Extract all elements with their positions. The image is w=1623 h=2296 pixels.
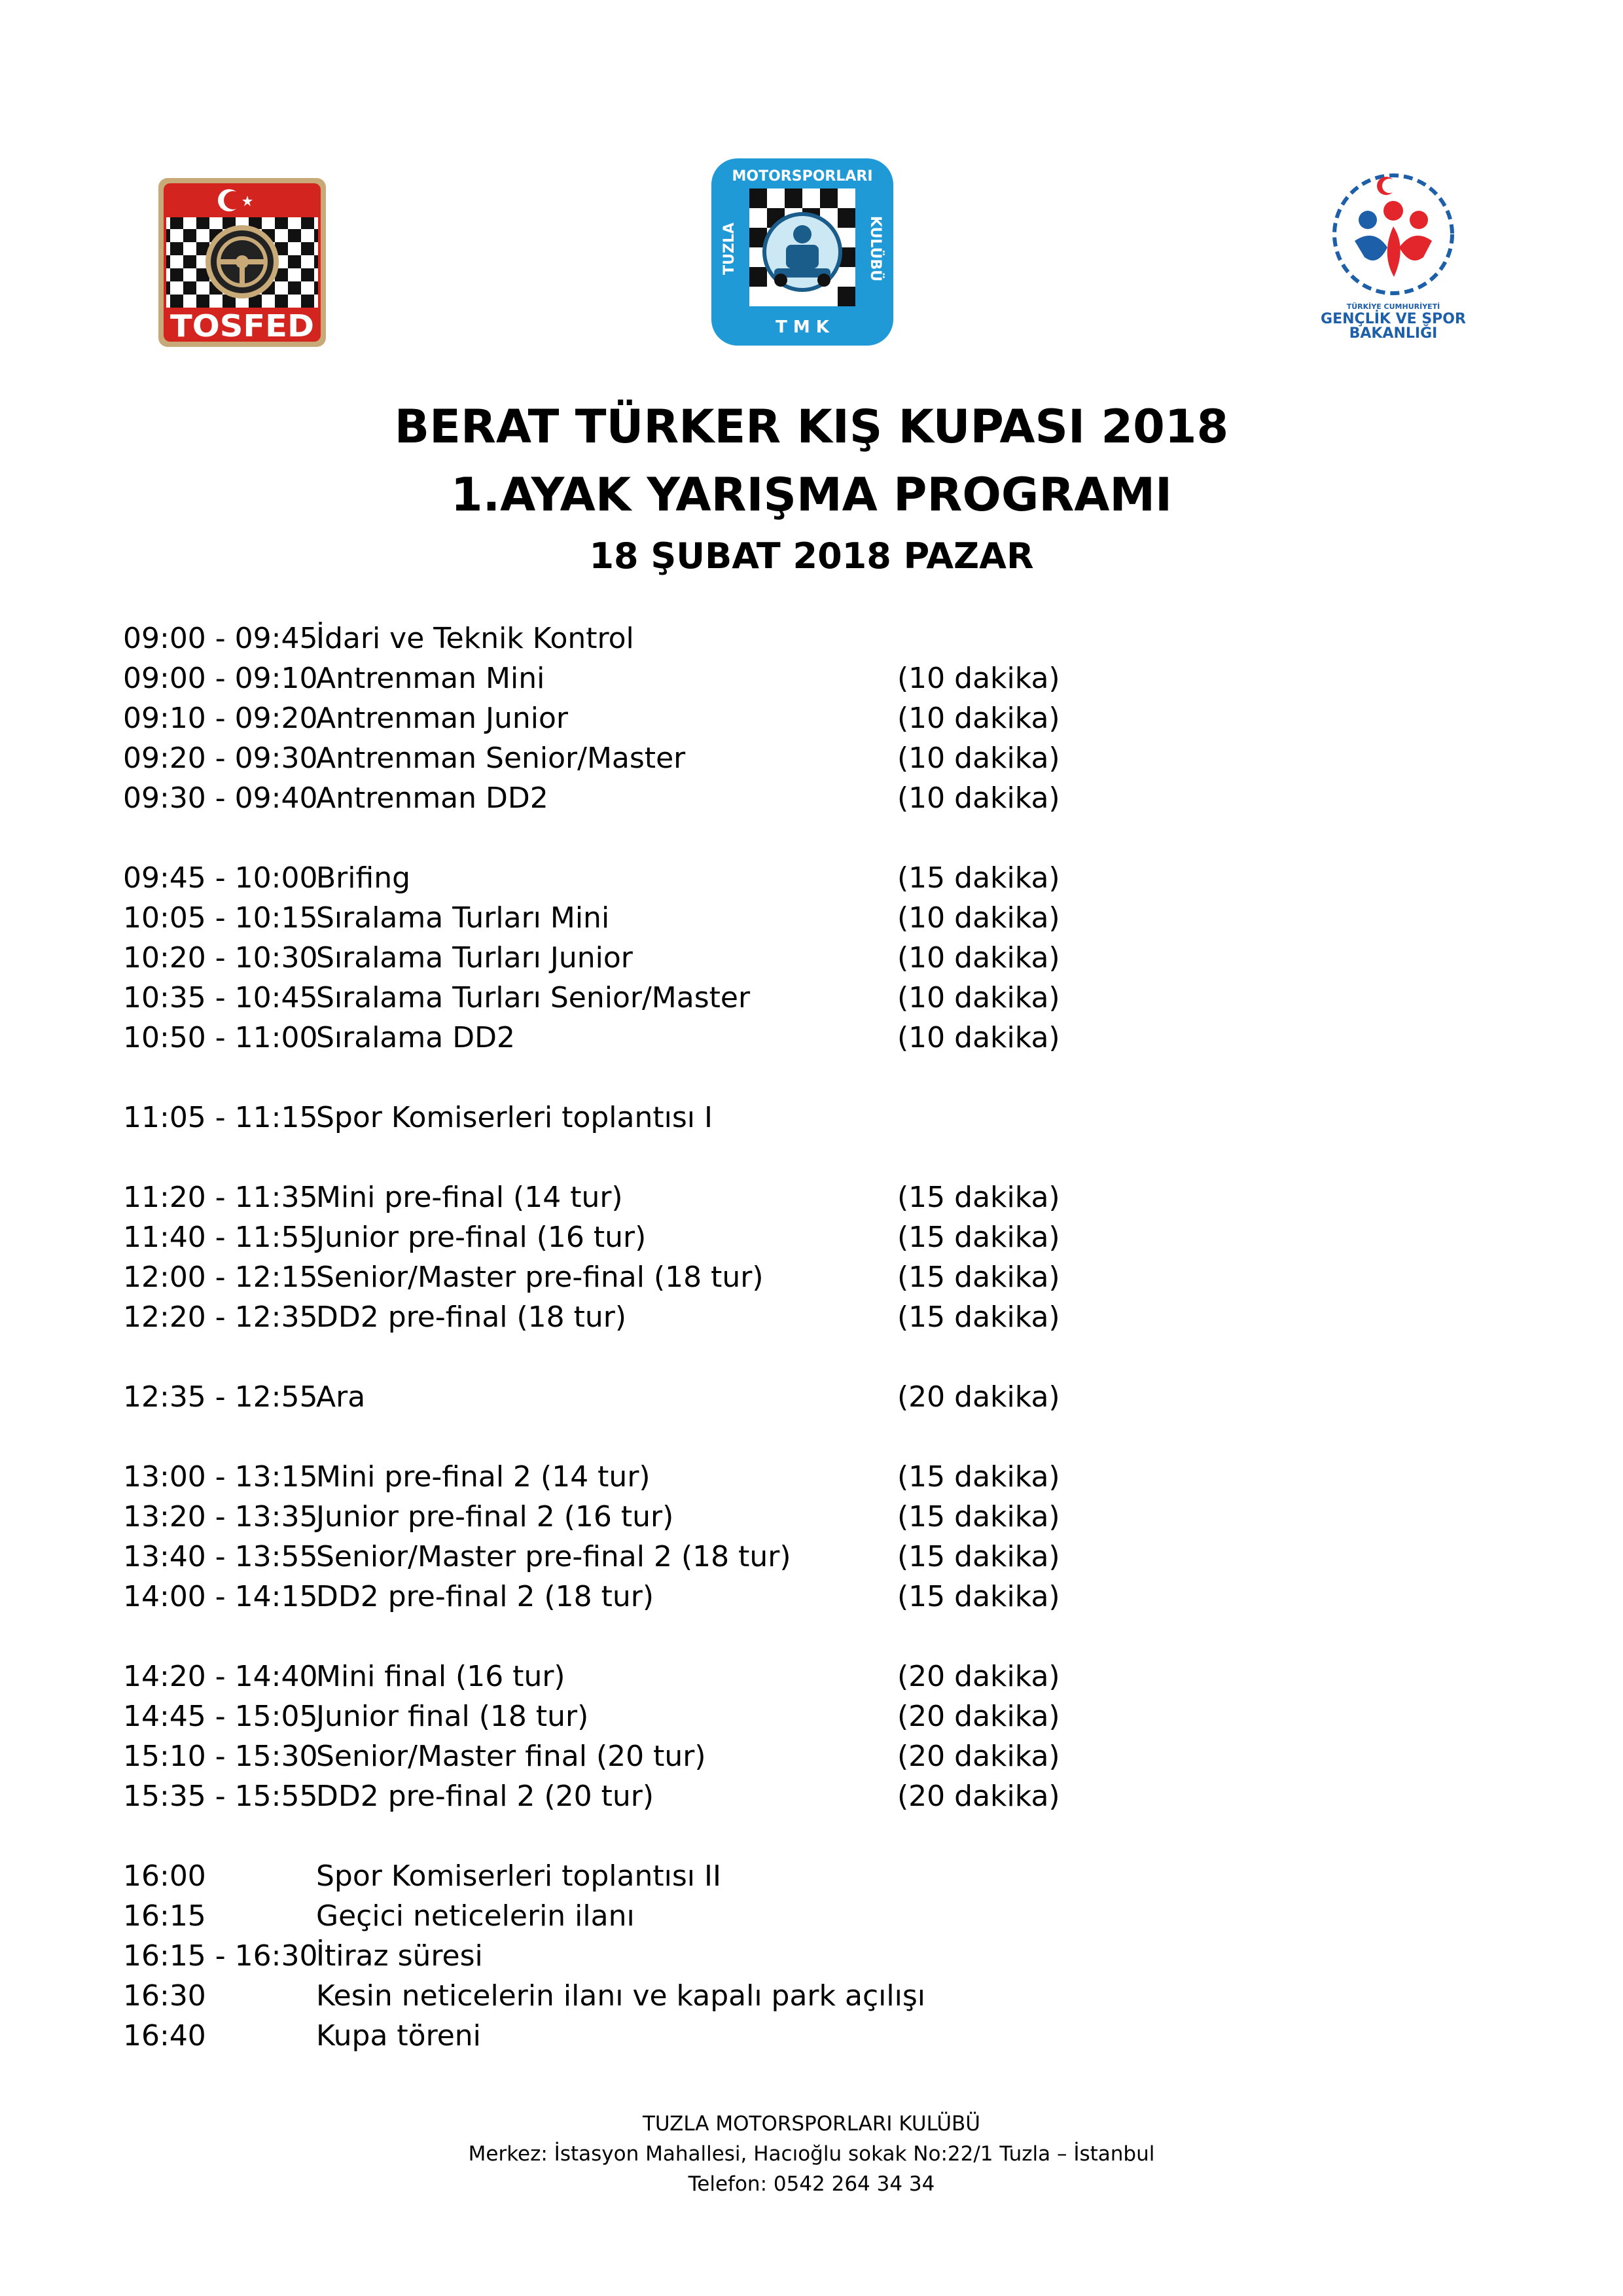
schedule-row	[123, 1657, 1236, 1696]
schedule-event: Antrenman Junior	[316, 702, 568, 735]
schedule-duration: (15 dakika)	[897, 1261, 1060, 1294]
schedule-time: 09:10 - 09:20	[123, 702, 318, 735]
schedule-time: 09:00 - 09:45	[123, 622, 318, 655]
page-title: BERAT TÜRKER KIŞ KUPASI 2018	[394, 400, 1229, 454]
schedule-duration: (10 dakika)	[897, 901, 1060, 935]
schedule-time: 11:40 - 11:55	[123, 1221, 318, 1254]
tosfed-logo	[157, 177, 327, 348]
gsb-logo-line1: TÜRKİYE CUMHURİYETİ	[1346, 302, 1440, 311]
schedule-event: İdari ve Teknik Kontrol	[316, 622, 634, 655]
schedule-event: Sıralama Turları Mini	[316, 901, 610, 935]
schedule-event: DD2 pre-final 2 (20 tur)	[316, 1780, 654, 1813]
schedule-event: Junior final (18 tur)	[316, 1700, 589, 1733]
schedule-group	[123, 1657, 1236, 1816]
tmk-logo-bottom-text: T M K	[776, 317, 829, 337]
schedule-event: Mini pre-final 2 (14 tur)	[316, 1460, 651, 1494]
schedule-group	[123, 619, 1236, 818]
schedule-row	[123, 2016, 1236, 2056]
schedule-event: Junior pre-final 2 (16 tur)	[316, 1500, 674, 1534]
schedule-row	[123, 938, 1236, 978]
schedule-event: Sıralama Turları Junior	[316, 941, 633, 975]
schedule-event: Antrenman Senior/Master	[316, 742, 686, 775]
schedule-time: 13:00 - 13:15	[123, 1460, 318, 1494]
tosfed-logo-text: TOSFED	[170, 308, 314, 344]
gsb-logo-line3: BAKANLIĞI	[1349, 325, 1438, 340]
tmk-logo-left-text: TUZLA	[721, 223, 738, 275]
schedule-row	[123, 1696, 1236, 1736]
schedule-duration: (15 dakika)	[897, 1460, 1060, 1494]
schedule-row	[123, 1377, 1236, 1417]
schedule-time: 14:00 - 14:15	[123, 1580, 318, 1613]
schedule-time: 16:00	[123, 1859, 206, 1893]
schedule-row	[123, 1217, 1236, 1257]
schedule-duration: (10 dakika)	[897, 781, 1060, 815]
schedule-event: Senior/Master pre-final 2 (18 tur)	[316, 1540, 791, 1573]
schedule-event: Senior/Master pre-final (18 tur)	[316, 1261, 764, 1294]
schedule-time: 11:20 - 11:35	[123, 1181, 318, 1214]
schedule-time: 12:20 - 12:35	[123, 1300, 318, 1334]
schedule-duration: (15 dakika)	[897, 1300, 1060, 1334]
schedule-time: 14:20 - 14:40	[123, 1660, 318, 1693]
schedule-time: 10:05 - 10:15	[123, 901, 318, 935]
schedule-duration: (20 dakika)	[897, 1780, 1060, 1813]
footer-address: Merkez: İstasyon Mahallesi, Hacıoğlu sokak No:22/1 Tuzla – İstanbul	[468, 2142, 1155, 2166]
footer-phone: Telefon: 0542 264 34 34	[688, 2172, 935, 2196]
schedule-event: DD2 pre-final (18 tur)	[316, 1300, 627, 1334]
schedule-row	[123, 1776, 1236, 1816]
schedule-time: 10:50 - 11:00	[123, 1021, 318, 1054]
schedule-duration: (10 dakika)	[897, 702, 1060, 735]
schedule-time: 15:35 - 15:55	[123, 1780, 318, 1813]
schedule-row	[123, 1896, 1236, 1936]
schedule-time: 12:35 - 12:55	[123, 1380, 318, 1414]
schedule-group	[123, 858, 1236, 1058]
schedule-duration: (20 dakika)	[897, 1740, 1060, 1773]
schedule-event: Spor Komiserleri toplantısı II	[316, 1859, 721, 1893]
schedule-event: Sıralama DD2	[316, 1021, 515, 1054]
schedule-event: DD2 pre-final 2 (18 tur)	[316, 1580, 654, 1613]
schedule-row	[123, 1098, 1236, 1138]
schedule-group	[123, 1856, 1236, 2056]
schedule-row	[123, 898, 1236, 938]
schedule-time: 12:00 - 12:15	[123, 1261, 318, 1294]
schedule-time: 14:45 - 15:05	[123, 1700, 318, 1733]
schedule-duration: (20 dakika)	[897, 1660, 1060, 1693]
schedule-duration: (10 dakika)	[897, 742, 1060, 775]
schedule-time: 09:30 - 09:40	[123, 781, 318, 815]
schedule-group	[123, 1377, 1236, 1417]
schedule-event: Spor Komiserleri toplantısı I	[316, 1101, 713, 1134]
schedule-duration: (15 dakika)	[897, 1221, 1060, 1254]
schedule-event: Antrenman Mini	[316, 662, 545, 695]
event-date: 18 ŞUBAT 2018 PAZAR	[589, 535, 1034, 577]
schedule-row	[123, 1257, 1236, 1297]
schedule-time: 16:30	[123, 1979, 206, 2013]
document-footer	[0, 2109, 1623, 2199]
schedule-row	[123, 698, 1236, 738]
schedule-row	[123, 1936, 1236, 1976]
schedule-row	[123, 1497, 1236, 1537]
schedule-row	[123, 978, 1236, 1018]
schedule-event: Antrenman DD2	[316, 781, 548, 815]
schedule-duration: (20 dakika)	[897, 1380, 1060, 1414]
gsb-logo-line2: GENÇLİK VE SPOR	[1321, 311, 1466, 327]
schedule-event: Sıralama Turları Senior/Master	[316, 981, 751, 1014]
schedule-row	[123, 1856, 1236, 1896]
schedule-row	[123, 1736, 1236, 1776]
schedule-duration: (15 dakika)	[897, 861, 1060, 895]
schedule-row	[123, 1297, 1236, 1337]
schedule-time: 10:20 - 10:30	[123, 941, 318, 975]
schedule-time: 16:40	[123, 2019, 206, 2053]
schedule-event: Senior/Master final (20 tur)	[316, 1740, 706, 1773]
schedule-row	[123, 778, 1236, 818]
schedule-group	[123, 1457, 1236, 1617]
schedule-event: Junior pre-final (16 tur)	[316, 1221, 647, 1254]
schedule-time: 16:15 - 16:30	[123, 1939, 318, 1973]
schedule-row	[123, 1177, 1236, 1217]
schedule-time: 10:35 - 10:45	[123, 981, 318, 1014]
schedule-time: 16:15	[123, 1899, 206, 1933]
tmk-logo-top-text: MOTORSPORLARI	[732, 168, 873, 185]
gsb-logo	[1315, 169, 1471, 340]
schedule-event: Geçici neticelerin ilanı	[316, 1899, 635, 1933]
schedule-event: Ara	[316, 1380, 366, 1414]
schedule-event: Mini final (16 tur)	[316, 1660, 565, 1693]
schedule-event: İtiraz süresi	[316, 1939, 483, 1973]
schedule-time: 09:45 - 10:00	[123, 861, 318, 895]
schedule-event: Mini pre-final (14 tur)	[316, 1181, 623, 1214]
schedule-row	[123, 1018, 1236, 1058]
schedule-row	[123, 1457, 1236, 1497]
schedule-row	[123, 619, 1236, 658]
schedule-group	[123, 1098, 1236, 1138]
schedule-time: 13:40 - 13:55	[123, 1540, 318, 1573]
tmk-logo-right-text: KULÜBÜ	[867, 215, 883, 282]
schedule-event: Brifing	[316, 861, 411, 895]
page-subtitle: 1.AYAK YARIŞMA PROGRAMI	[450, 468, 1173, 522]
schedule-time: 09:20 - 09:30	[123, 742, 318, 775]
schedule-duration: (10 dakika)	[897, 981, 1060, 1014]
schedule-duration: (10 dakika)	[897, 662, 1060, 695]
schedule-time: 11:05 - 11:15	[123, 1101, 318, 1134]
schedule-event: Kupa töreni	[316, 2019, 481, 2053]
schedule-time: 09:00 - 09:10	[123, 662, 318, 695]
schedule-row	[123, 738, 1236, 778]
schedule-duration: (15 dakika)	[897, 1181, 1060, 1214]
schedule-row	[123, 1976, 1236, 2016]
logo-row	[0, 157, 1623, 353]
schedule-group	[123, 1177, 1236, 1337]
schedule-row	[123, 658, 1236, 698]
schedule-duration: (15 dakika)	[897, 1580, 1060, 1613]
schedule-duration: (20 dakika)	[897, 1700, 1060, 1733]
race-schedule	[123, 619, 1236, 2096]
schedule-duration: (15 dakika)	[897, 1540, 1060, 1573]
schedule-event: Kesin neticelerin ilanı ve kapalı park açılışı	[316, 1979, 925, 2013]
schedule-duration: (15 dakika)	[897, 1500, 1060, 1534]
schedule-time: 15:10 - 15:30	[123, 1740, 318, 1773]
tmk-logo	[710, 157, 895, 347]
schedule-row	[123, 1577, 1236, 1617]
document-header	[0, 393, 1623, 584]
schedule-row	[123, 858, 1236, 898]
footer-club-name: TUZLA MOTORSPORLARI KULÜBÜ	[643, 2112, 980, 2136]
schedule-duration: (10 dakika)	[897, 1021, 1060, 1054]
schedule-row	[123, 1537, 1236, 1577]
schedule-duration: (10 dakika)	[897, 941, 1060, 975]
schedule-time: 13:20 - 13:35	[123, 1500, 318, 1534]
